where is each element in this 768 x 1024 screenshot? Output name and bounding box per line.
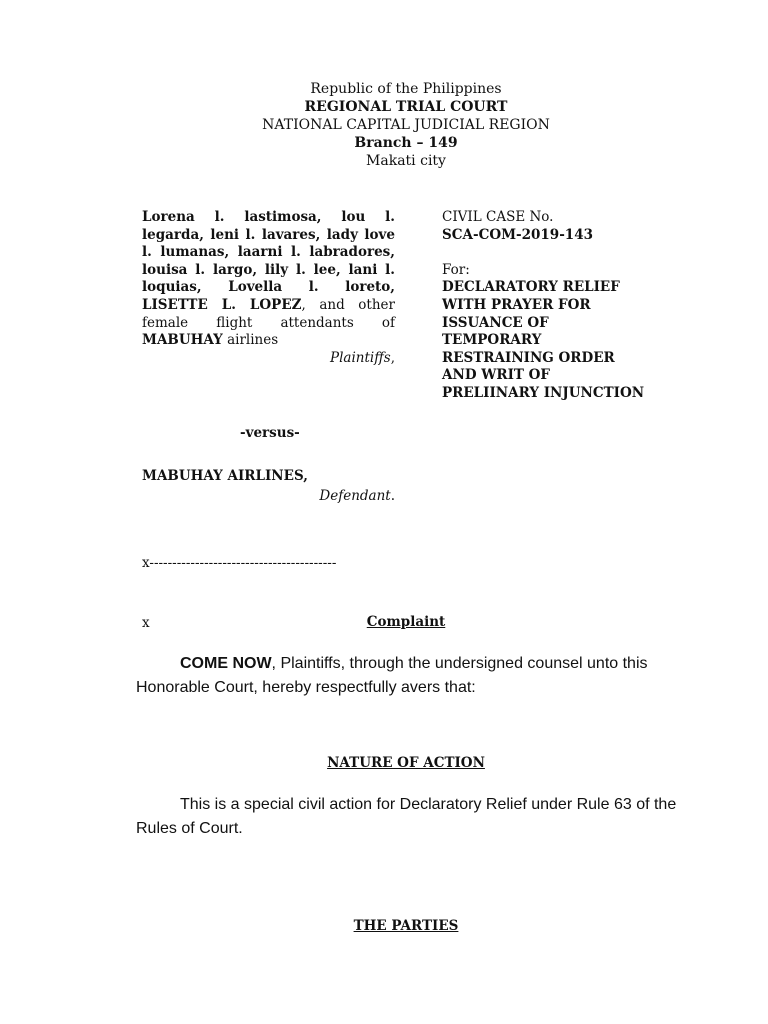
- plaintiffs-block: [142, 209, 395, 367]
- case-label: CIVIL CASE No.: [442, 209, 554, 225]
- nature-paragraph: This is a special civil action for Declaratory Relief under Rule 63 of the Rules of Court.: [136, 796, 677, 837]
- plaintiffs-line: female flight attendants of: [142, 314, 395, 331]
- plaintiffs-role: Plaintiffs,: [330, 349, 395, 366]
- plaintiffs-line: LISETTE L. LOPEZ, and other: [142, 296, 395, 313]
- header-republic: Republic of the Philippines: [310, 81, 502, 97]
- case-for-line: RESTRAINING ORDER: [442, 349, 615, 366]
- plaintiffs-line: louisa l. largo, lily l. lee, lani l.: [142, 261, 395, 278]
- court-header: [0, 80, 768, 170]
- case-number: SCA-COM-2019-143: [442, 226, 593, 243]
- header-city: Makati city: [366, 153, 446, 169]
- section-title-parties: THE PARTIES: [353, 918, 459, 934]
- header-court: REGIONAL TRIAL COURT: [304, 99, 508, 115]
- plaintiffs-line: MABUHAY airlines: [142, 332, 279, 349]
- intro-paragraph: COME NOW, Plaintiffs, through the undersigned counsel unto this Honorable Court, hereby respectfully avers that:: [136, 655, 648, 696]
- separator-line: x-----------------------------------------: [142, 555, 337, 571]
- complaint-title: Complaint: [366, 614, 446, 630]
- case-block: [442, 209, 702, 403]
- header-region: NATIONAL CAPITAL JUDICIAL REGION: [262, 117, 550, 133]
- separator-end: x: [142, 615, 150, 631]
- defendant-role: Defendant.: [319, 488, 395, 504]
- caption-separator: [142, 513, 336, 653]
- case-for-line: TEMPORARY: [442, 332, 542, 349]
- plaintiffs-line: l. lumanas, laarni l. labradores,: [142, 244, 395, 261]
- case-for-line: PRELIINARY INJUNCTION: [442, 384, 645, 401]
- case-for-label: For:: [442, 261, 470, 278]
- case-for-line: ISSUANCE OF: [442, 314, 549, 331]
- plaintiffs-line: loquias, Lovella l. loreto,: [142, 279, 395, 296]
- defendant-block: [142, 466, 395, 506]
- case-for-line: DECLARATORY RELIEF: [442, 279, 620, 296]
- section-title-nature: NATURE OF ACTION: [327, 755, 485, 771]
- header-branch: Branch – 149: [354, 135, 458, 151]
- plaintiffs-line: legarda, leni l. lavares, lady love: [142, 226, 395, 243]
- versus-label: -versus-: [240, 425, 300, 441]
- case-for-line: AND WRIT OF: [442, 367, 551, 384]
- plaintiffs-line: Lorena l. lastimosa, lou l.: [142, 209, 395, 225]
- case-for-line: WITH PRAYER FOR: [442, 296, 591, 313]
- defendant-name: MABUHAY AIRLINES,: [142, 468, 308, 484]
